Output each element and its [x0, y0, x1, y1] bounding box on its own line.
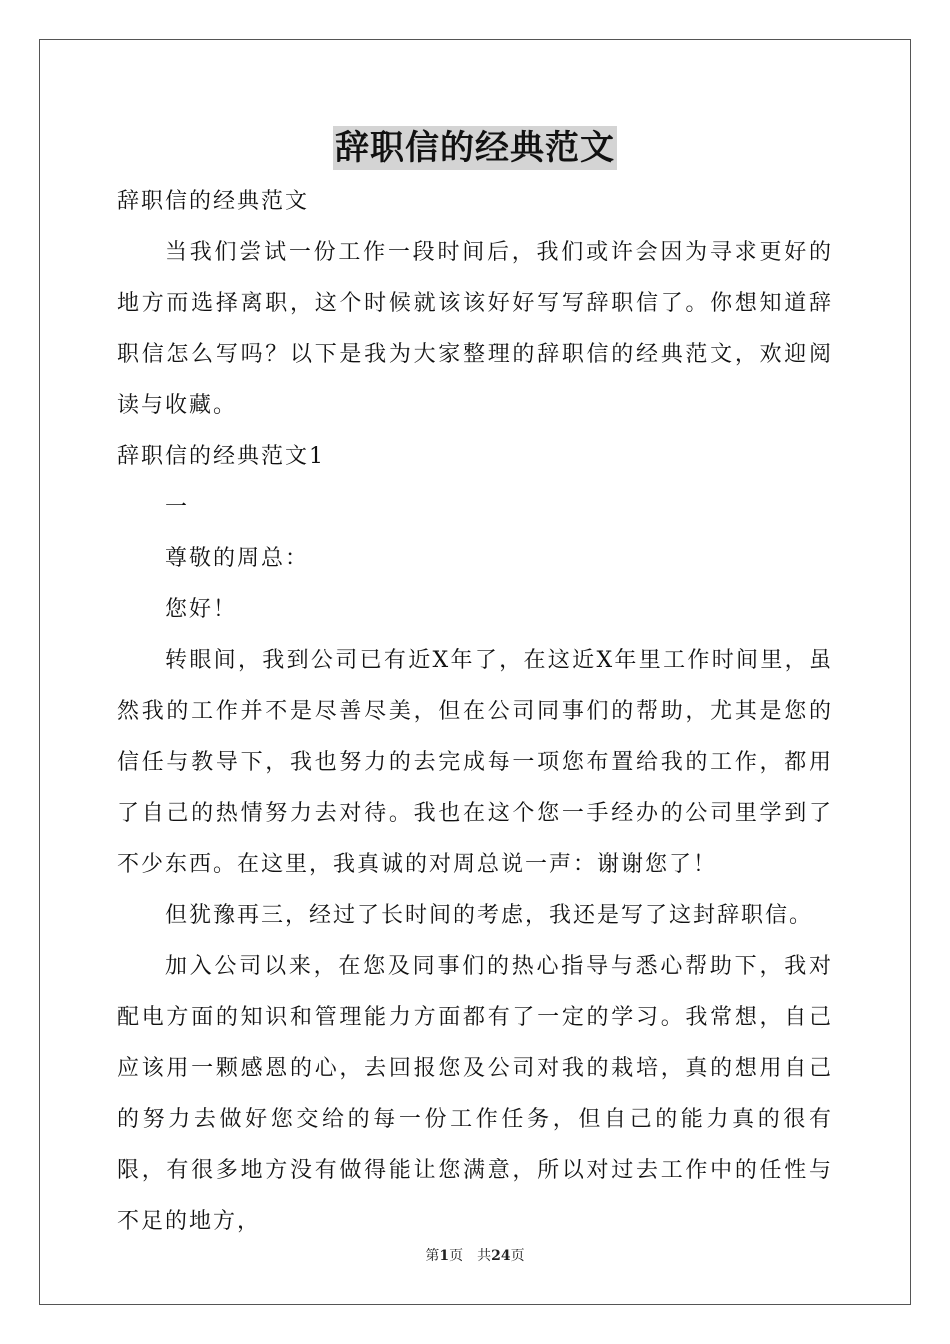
- document-title: 辞职信的经典范文: [335, 128, 615, 168]
- intro-paragraph: 当我们尝试一份工作一段时间后，我们或许会因为寻求更好的地方而选择离职，这个时候就该该好好写写辞职信了。你想知道辞职信怎么写吗？以下是我为大家整理的辞职信的经典范文，欢迎阅读与收藏。: [117, 240, 833, 418]
- section-marker: 一: [165, 495, 190, 520]
- total-pages: 24: [491, 1248, 511, 1264]
- body-paragraph: 转眼间，我到公司已有近X年了，在这近X年里工作时间里，虽然我的工作并不是尽善尽美，但在公司同事们的帮助，尤其是您的信任与教导下，我也努力的去完成每一项您布置给我的工作，都用了自己的热情努力去对待。我也在这个您一手经办的公司里学到了不少东西。在这里，我真诚的对周总说一声：谢谢您了！: [117, 648, 833, 877]
- document-body: [117, 176, 833, 1247]
- page-footer: [0, 1247, 950, 1265]
- subtitle-paragraph: 辞职信的经典范文: [117, 189, 310, 214]
- page-number: 1: [439, 1248, 450, 1264]
- total-suffix: 页: [510, 1248, 525, 1264]
- title-block: [0, 126, 950, 170]
- total-prefix: 共: [477, 1248, 492, 1264]
- page-prefix: 第: [425, 1248, 440, 1264]
- body-paragraph: 加入公司以来，在您及同事们的热心指导与悉心帮助下，我对配电方面的知识和管理能力方面都有了一定的学习。我常想，自己应该用一颗感恩的心，去回报您及公司对我的栽培，真的想用自己的努力去做好您交给的每一份工作任务，但自己的能力真的很有限，有很多地方没有做得能让您满意，所以对过去工作中的任性与不足的地方，: [117, 954, 833, 1234]
- greeting: 您好！: [165, 597, 238, 622]
- salutation: 尊敬的周总：: [165, 546, 310, 571]
- body-paragraph: 但犹豫再三，经过了长时间的考虑，我还是写了这封辞职信。: [165, 903, 814, 928]
- section-heading: 辞职信的经典范文1: [117, 444, 325, 469]
- page-suffix: 页: [449, 1248, 464, 1264]
